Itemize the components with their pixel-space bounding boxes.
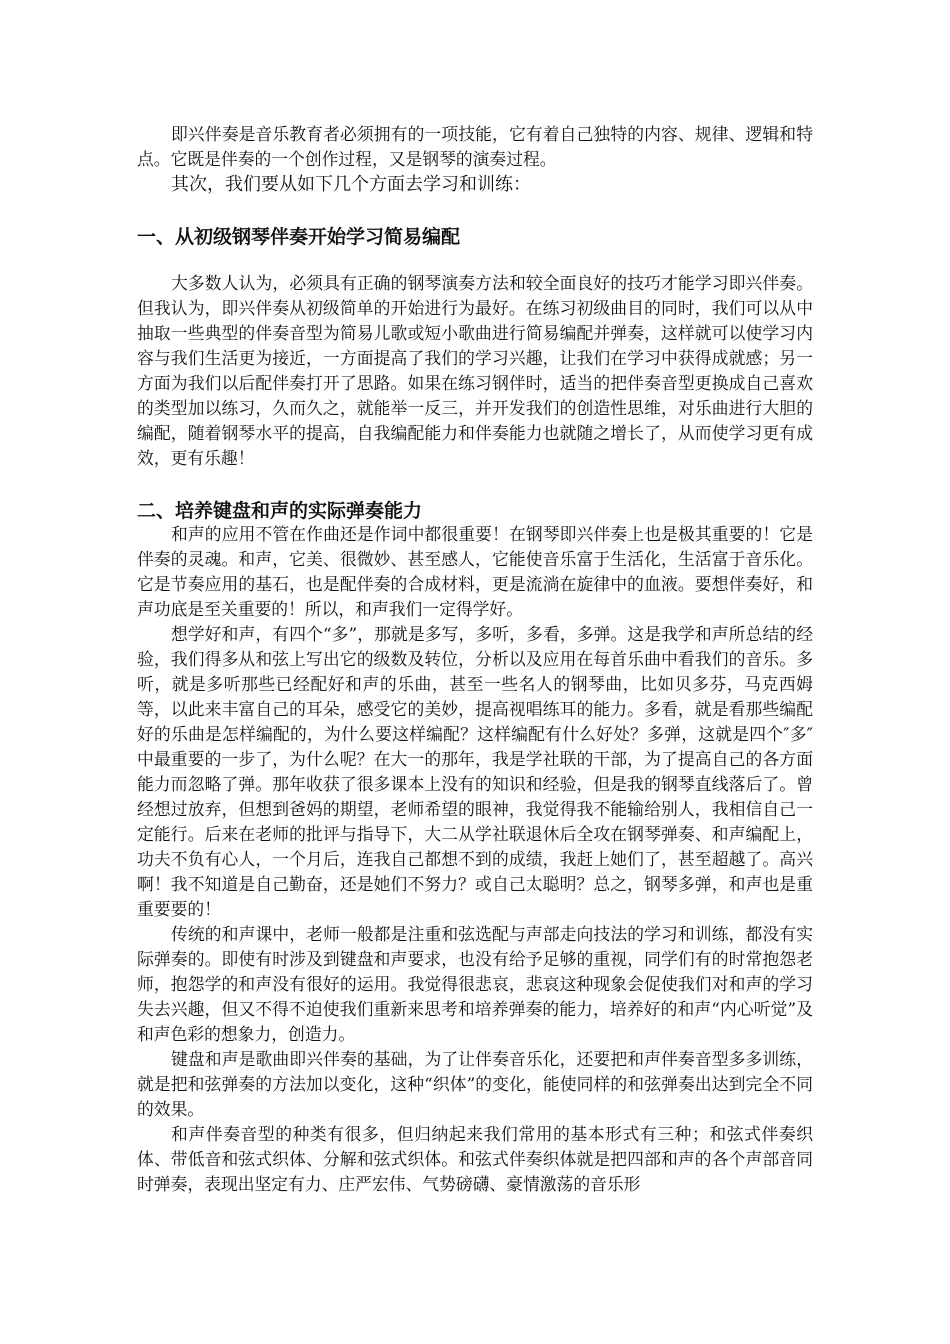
section-2-paragraph-textures: 和声伴奏音型的种类有很多，但归纳起来我们常用的基本形式有三种；和弦式伴奏织体、带低音和弦式织体、分解和弦式织体。和弦式伴奏织体就是把四部和声的各个声部音同时弹奏，表现出坚定有力、庄严宏伟、气势磅礴、豪情激荡的音乐形 [137,1124,813,1194]
intro-transition-paragraph: 其次，我们要从如下几个方面去学习和训练： [171,174,531,195]
section-1-heading: 一、从初级钢琴伴奏开始学习简易编配 [137,226,461,248]
section-1-paragraph: 大多数人认为，必须具有正确的钢琴演奏方法和较全面良好的技巧才能学习即兴伴奏。但我认为，即兴伴奏从初级简单的开始进行为最好。在练习初级曲目的同时，我们可以从中抽取一些典型的伴奏音型为简易儿歌或短小歌曲进行简易编配并弹奏，这样就可以使学习内容与我们生活更为接近，一方面提高了我们的学习兴趣，让我们在学习中获得成就感；另一方面为我们以后配伴奏打开了思路。如果在练习钢伴时，适当的把伴奏音型更换成自己喜欢的类型加以练习，久而久之，就能举一反三，并开发我们的创造性思维，对乐曲进行大胆的编配，随着钢琴水平的提高，自我编配能力和伴奏能力也就随之增长了，从而使学习更有成效，更有乐趣！ [137,273,813,468]
intro-paragraph: 即兴伴奏是音乐教育者必须拥有的一项技能，它有着自己独特的内容、规律、逻辑和特点。它既是伴奏的一个创作过程，又是钢琴的演奏过程。 [137,124,813,169]
section-2-body [137,522,813,1197]
section-2-paragraph-harmony: 和声的应用不管在作曲还是作词中都很重要！在钢琴即兴伴奏上也是极其重要的！它是伴奏的灵魂。和声，它美、很微妙、甚至感人，它能使音乐富于生活化，生活富于音乐化。它是节奏应用的基石，也是配伴奏的合成材料，更是流淌在旋律中的血液。要想伴奏好，和声功底是至关重要的！所以，和声我们一定得学好。 [137,524,813,619]
section-2-paragraph-four-more: 想学好和声，有四个“多”，那就是多写，多听，多看，多弹。这是我学和声所总结的经验，我们得多从和弦上写出它的级数及转位，分析以及应用在每首乐曲中看我们的音乐。多听，就是多听那些已经配好和声的乐曲，甚至一些名人的钢琴曲，比如贝多芬，马克西姆等，以此来丰富自己的耳朵，感受它的美妙，提高视唱练耳的能力。多看，就是看那些编配好的乐曲是怎样编配的，为什么要这样编配？这样编配有什么好处？多弹，这就是四个″多″中最重要的一步了，为什么呢？在大一的那年，我是学社联的干部，为了提高自己的各方面能力而忽略了弹。那年收获了很多课本上没有的知识和经验，但是我的钢琴直线落后了。曾经想过放弃，但想到爸妈的期望，老师希望的眼神，我觉得我不能输给别人，我相信自己一定能行。后来在老师的批评与指导下，大二从学社联退休后全攻在钢琴弹奏、和声编配上，功夫不负有心人，一个月后，连我自己都想不到的成绩，我赶上她们了，甚至超越了。高兴啊！我不知道是自己勤奋，还是她们不努力？或自己太聪明？总之，钢琴多弹，和声也是重重要要的！ [137,624,813,919]
section-2-heading: 二、培养键盘和声的实际弹奏能力 [137,500,423,522]
section-2-paragraph-traditional: 传统的和声课中，老师一般都是注重和弦选配与声部走向技法的学习和训练，都没有实际弹奏的。即使有时涉及到键盘和声要求，也没有给予足够的重视，同学们有的时常抱怨老师，抱怨学的和声没有很好的运用。我觉得很悲哀，悲哀这种现象会促使我们对和声的学习失去兴趣，但又不得不迫使我们重新来思考和培养弹奏的能力，培养好的和声“内心听觉”及和声色彩的想象力，创造力。 [137,924,813,1044]
intro-block [137,122,813,198]
section-2-paragraph-keyboard: 键盘和声是歌曲即兴伴奏的基础，为了让伴奏音乐化，还要把和声伴奏音型多多训练，就是把和弦弹奏的方法加以变化，这种“织体”的变化，能使同样的和弦弹奏出达到完全不同的效果。 [137,1049,813,1119]
section-1-body [137,271,813,471]
